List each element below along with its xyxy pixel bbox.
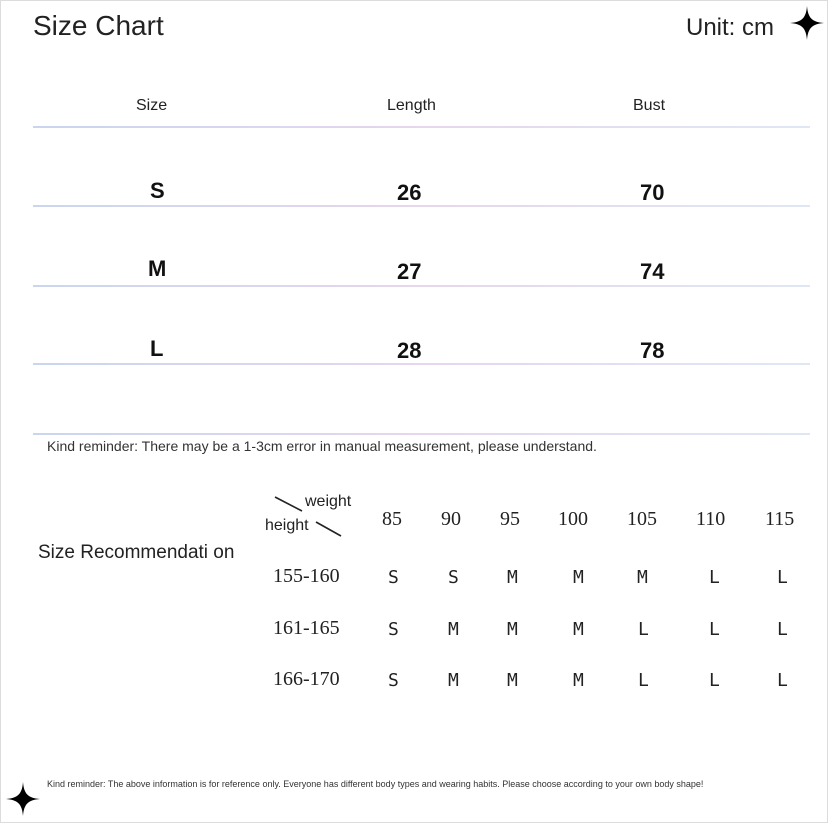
- bust-cell: 70: [640, 180, 665, 205]
- page-title: Size Chart: [33, 10, 164, 41]
- size-rec-cell: M: [448, 670, 459, 691]
- size-rec-cell: M: [573, 619, 584, 640]
- bust-cell: 74: [640, 259, 665, 284]
- size-rec-cell: S: [448, 567, 459, 588]
- sparkle-icon: [790, 6, 824, 40]
- table-divider: [33, 126, 810, 128]
- weight-header: 85: [382, 508, 402, 530]
- header-bust: Bust: [633, 97, 666, 114]
- size-rec-cell: S: [388, 619, 399, 640]
- sparkle-icon: [6, 782, 40, 816]
- size-rec-cell: M: [507, 567, 518, 588]
- length-cell: 26: [397, 180, 422, 205]
- size-cell: L: [150, 336, 164, 361]
- size-cell: M: [148, 256, 167, 281]
- table-divider: [33, 205, 810, 207]
- reference-reminder: Kind reminder: The above information is for reference only. Everyone has different body types and wearing habits. Please choose according to your own body shape!: [47, 779, 704, 789]
- length-cell: 27: [397, 259, 422, 284]
- weight-header: 90: [441, 508, 461, 530]
- size-rec-cell: L: [709, 619, 720, 640]
- table-divider: [33, 285, 810, 287]
- table-divider: [33, 433, 810, 435]
- size-rec-cell: L: [777, 567, 788, 588]
- weight-header: 95: [500, 508, 520, 530]
- size-rec-cell: L: [709, 670, 720, 691]
- size-rec-cell: L: [777, 619, 788, 640]
- height-cell: 155-160: [273, 565, 340, 587]
- header-size: Size: [136, 97, 168, 114]
- height-cell: 161-165: [273, 617, 340, 639]
- weight-header: 110: [696, 508, 726, 530]
- size-rec-cell: M: [507, 670, 518, 691]
- length-cell: 28: [397, 338, 422, 363]
- size-rec-cell: M: [448, 619, 459, 640]
- unit-label: Unit: cm: [685, 14, 774, 41]
- weight-header: 100: [558, 508, 588, 530]
- size-cell: S: [150, 178, 165, 203]
- size-rec-cell: S: [388, 670, 399, 691]
- table-divider: [33, 363, 810, 365]
- size-rec-cell: M: [573, 670, 584, 691]
- bust-cell: 78: [640, 338, 665, 363]
- size-rec-cell: S: [388, 567, 399, 588]
- size-rec-cell: M: [637, 567, 648, 588]
- header-length: Length: [387, 97, 436, 114]
- weight-axis-label: weight: [305, 493, 352, 510]
- size-rec-cell: L: [709, 567, 720, 588]
- diagonal-divider: [272, 494, 344, 540]
- height-axis-label: height: [265, 517, 309, 534]
- size-rec-cell: L: [638, 670, 649, 691]
- weight-header: 115: [765, 508, 795, 530]
- size-rec-cell: M: [573, 567, 584, 588]
- weight-header: 105: [627, 508, 657, 530]
- size-rec-cell: L: [777, 670, 788, 691]
- size-rec-cell: L: [638, 619, 649, 640]
- measurement-reminder: Kind reminder: There may be a 1-3cm error in manual measurement, please understand.: [47, 438, 597, 454]
- size-rec-cell: M: [507, 619, 518, 640]
- recommendation-label: Size Recommendati on: [38, 542, 235, 563]
- height-cell: 166-170: [273, 668, 340, 690]
